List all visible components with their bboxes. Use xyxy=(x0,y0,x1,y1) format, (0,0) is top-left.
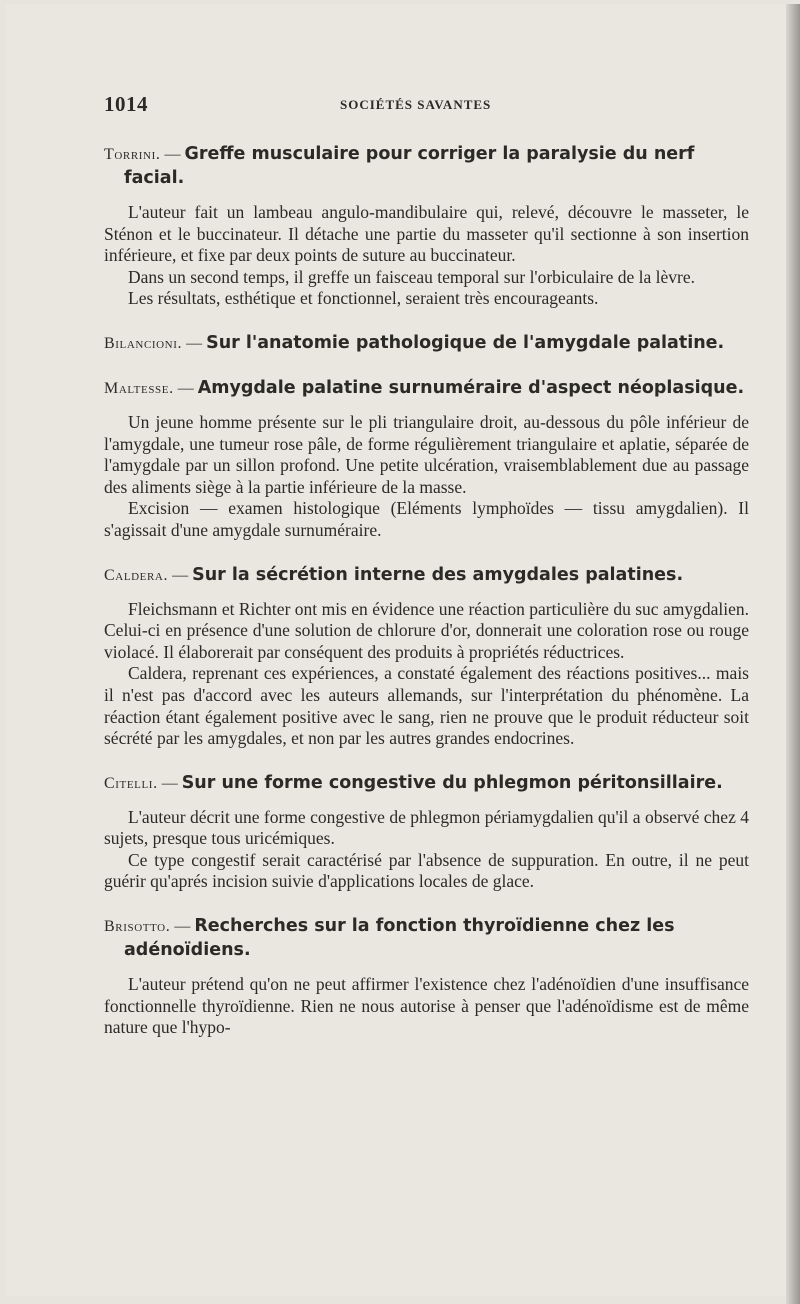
article-title: Amygdale palatine surnuméraire d'aspect néoplasique. xyxy=(197,377,745,398)
article-title: Sur l'anatomie pathologique de l'amygdale palatine. xyxy=(206,332,725,353)
heading-dash: — xyxy=(186,334,203,352)
article-paragraph: Dans un second temps, il greffe un faisceau temporal sur l'orbiculaire de la lèvre. xyxy=(128,266,695,287)
article-citelli xyxy=(104,771,749,893)
article-paragraph: Fleichsmann et Richter ont mis en évidence une réaction particulière du suc amygdalien. Celui-ci en présence d'une solution de chlorure d'or, donnerait une coloration rose ou rouge violacé. Il élaborerait par conséquent des produits à propriétés réductrices. xyxy=(104,598,749,662)
article-paragraph: Excision — examen histologique (Eléments lymphoïdes — tissu amygdalien). Il s'agissait d'une amygdale surnuméraire. xyxy=(104,498,749,540)
heading-dash: — xyxy=(161,774,178,792)
article-title: Sur la sécrétion interne des amygdales palatines. xyxy=(192,564,684,585)
article-caldera xyxy=(104,563,749,750)
article-torrini xyxy=(104,142,749,310)
article-paragraph: L'auteur prétend qu'on ne peut affirmer l'existence chez l'adénoïdien d'une insuffisance fonctionnelle thyroïdienne. Rien ne nous autorise à penser que l'adénoïdisme est de même nature que l'hypo- xyxy=(104,974,749,1038)
journal-page xyxy=(6,4,796,1296)
article-author: Caldera. xyxy=(104,566,169,584)
article-paragraph: Caldera, reprenant ces expériences, a constaté également des réactions positives... mais il n'est pas d'accord avec les auteurs allemands, sur l'interprétation du phénomène. La réaction étant également positive avec le sang, rien ne prouve que le produit réducteur soit sécrété par les amygdales, et non par les autres grandes endocrines. xyxy=(104,663,749,749)
article-heading xyxy=(104,142,749,190)
page-header xyxy=(104,92,754,114)
article-paragraph: Un jeune homme présente sur le pli triangulaire droit, au-dessous du pôle inférieur de l'amygdale, une tumeur rose pâle, de forme régulièrement triangulaire et aplatie, séparée de l'amygdale par un sillon profond. Une petite ulcération, vraisemblablement due au passage des aliments siège à la partie inférieure de la masse. xyxy=(104,411,749,497)
article-author: Citelli. xyxy=(104,774,158,792)
page-edge-shadow xyxy=(786,4,800,1304)
heading-dash: — xyxy=(177,379,194,397)
article-author: Maltesse. xyxy=(104,379,174,397)
article-bilancioni xyxy=(104,331,749,355)
article-paragraph: L'auteur fait un lambeau angulo-mandibulaire qui, relevé, découvre le masseter, le Sténon et le buccinateur. Il détache une partie du masseter qu'il sectionne à son insertion inférieure, et fixe par deux points de suture au buccinateur. xyxy=(104,202,749,266)
article-heading xyxy=(104,914,749,962)
article-list xyxy=(104,142,749,1060)
heading-dash: — xyxy=(164,146,181,163)
article-heading xyxy=(104,376,749,400)
article-heading xyxy=(104,331,749,355)
article-heading xyxy=(104,771,749,795)
article-title: Sur une forme congestive du phlegmon péritonsillaire. xyxy=(181,772,723,793)
article-title: Recherches sur la fonction thyroïdienne chez les adénoïdiens. xyxy=(124,916,675,961)
article-heading xyxy=(104,563,749,587)
article-paragraph: Les résultats, esthétique et fonctionnel, seraient très encourageants. xyxy=(128,288,599,309)
heading-dash: — xyxy=(172,566,189,584)
article-paragraph: Ce type congestif serait caractérisé par l'absence de suppuration. En outre, il ne peut guérir qu'aprés incision suivie d'applications locales de glace. xyxy=(104,849,749,892)
page-number: 1014 xyxy=(104,92,148,116)
article-maltesse xyxy=(104,376,749,542)
heading-dash: — xyxy=(174,918,191,936)
running-head: SOCIÉTÉS SAVANTES xyxy=(340,97,492,112)
article-brisotto xyxy=(104,914,749,1039)
article-author: Brisotto. xyxy=(104,918,171,936)
article-paragraph: L'auteur décrit une forme congestive de phlegmon périamygdalien qu'il a observé chez 4 sujets, presque tous uricémiques. xyxy=(104,806,749,849)
article-author: Bilancioni. xyxy=(104,334,183,352)
article-title: Greffe musculaire pour corriger la paralysie du nerf facial. xyxy=(124,144,695,188)
article-author: Torrini. xyxy=(104,146,161,163)
